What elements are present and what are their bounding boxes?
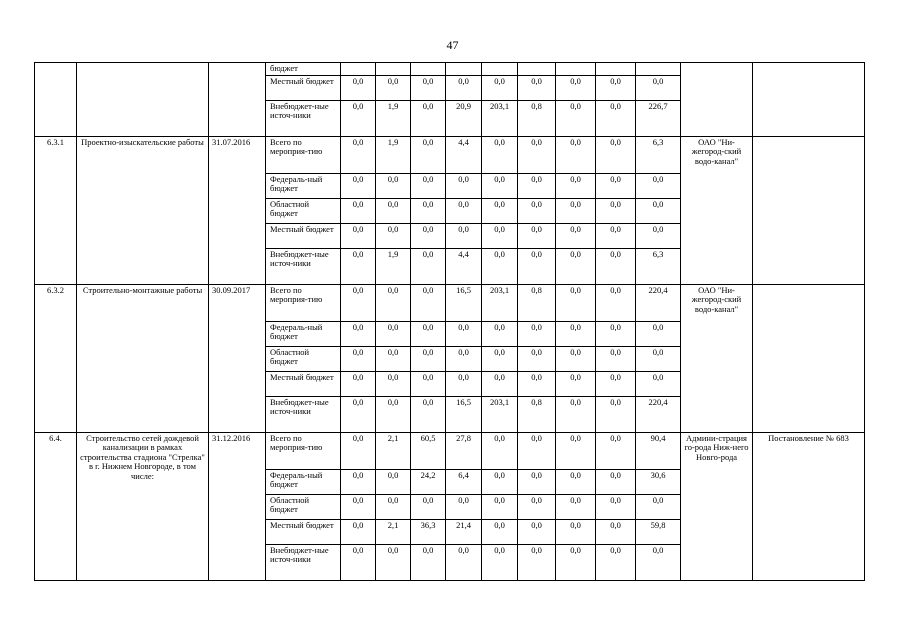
value-cell: 0,0: [446, 223, 482, 248]
value-cell: 0,0: [411, 494, 446, 519]
funding-source-cell: Внебюджет-ные источ-ники: [266, 248, 341, 284]
value-cell: 21,4: [446, 519, 482, 544]
value-cell: 0,0: [341, 396, 376, 432]
value-cell: 36,3: [411, 519, 446, 544]
item-number-cell: 6.3.1: [35, 136, 77, 284]
value-cell: 0,0: [556, 284, 596, 321]
item-name-cell: Строительство сетей дождевой канализации в рамках строительства стадиона "Стрелка" в г. Нижнем Новгороде, в том числе:: [77, 432, 209, 580]
value-cell: 0,0: [341, 100, 376, 136]
item-date-cell: 30.09.2017: [209, 284, 266, 432]
value-cell: 0,0: [556, 396, 596, 432]
value-cell: 0,0: [636, 173, 681, 198]
value-cell: 30,6: [636, 469, 681, 494]
value-cell: [376, 63, 411, 76]
value-cell: 24,2: [411, 469, 446, 494]
funding-source-cell: Федераль-ный бюджет: [266, 469, 341, 494]
value-cell: 0,0: [556, 100, 596, 136]
value-cell: 0,0: [518, 519, 556, 544]
funding-source-cell: Местный бюджет: [266, 223, 341, 248]
value-cell: 0,0: [518, 469, 556, 494]
value-cell: 0,0: [636, 371, 681, 396]
value-cell: [556, 63, 596, 76]
value-cell: 0,0: [446, 494, 482, 519]
funding-source-cell: Местный бюджет: [266, 75, 341, 100]
value-cell: 0,0: [482, 173, 518, 198]
value-cell: 0,0: [556, 519, 596, 544]
value-cell: 0,0: [596, 519, 636, 544]
value-cell: 0,0: [518, 198, 556, 223]
value-cell: 0,0: [341, 321, 376, 346]
value-cell: 20,9: [446, 100, 482, 136]
item-number-cell: 6.4.: [35, 432, 77, 580]
funding-source-cell: Внебюджет-ные источ-ники: [266, 396, 341, 432]
value-cell: 0,0: [411, 136, 446, 173]
value-cell: 203,1: [482, 396, 518, 432]
value-cell: 0,0: [556, 136, 596, 173]
value-cell: 0,0: [556, 321, 596, 346]
value-cell: 0,0: [482, 519, 518, 544]
value-cell: 0,0: [518, 75, 556, 100]
value-cell: 0,0: [596, 371, 636, 396]
value-cell: 6,3: [636, 248, 681, 284]
executor-cell: Админи-страция го-рода Ниж-него Новго-рода: [681, 432, 753, 580]
value-cell: 0,0: [446, 346, 482, 371]
value-cell: 0,0: [556, 494, 596, 519]
value-cell: 0,0: [341, 223, 376, 248]
table-row: [35, 63, 865, 76]
value-cell: 0,0: [636, 75, 681, 100]
item-name-cell: Проектно-изыскательские работы: [77, 136, 209, 284]
value-cell: 0,0: [596, 544, 636, 580]
value-cell: 0,0: [556, 469, 596, 494]
funding-source-cell: Внебюджет-ные источ-ники: [266, 544, 341, 580]
value-cell: [482, 63, 518, 76]
value-cell: 0,0: [446, 544, 482, 580]
value-cell: 0,0: [411, 396, 446, 432]
value-cell: 0,0: [556, 173, 596, 198]
value-cell: 0,0: [518, 494, 556, 519]
value-cell: 0,0: [556, 198, 596, 223]
value-cell: 220,4: [636, 284, 681, 321]
value-cell: 0,0: [376, 544, 411, 580]
value-cell: 2,1: [376, 432, 411, 469]
value-cell: 0,0: [636, 223, 681, 248]
item-date-cell: [209, 63, 266, 137]
funding-source-cell: Местный бюджет: [266, 519, 341, 544]
value-cell: 0,0: [376, 198, 411, 223]
value-cell: 0,0: [376, 173, 411, 198]
funding-source-cell: Местный бюджет: [266, 371, 341, 396]
funding-source-cell: Всего по мероприя-тию: [266, 284, 341, 321]
value-cell: 0,0: [596, 346, 636, 371]
value-cell: 0,0: [376, 284, 411, 321]
value-cell: 0,0: [596, 173, 636, 198]
value-cell: 0,0: [341, 469, 376, 494]
value-cell: 0,0: [482, 198, 518, 223]
value-cell: 0,0: [446, 371, 482, 396]
value-cell: 0,0: [341, 432, 376, 469]
value-cell: 0,0: [596, 223, 636, 248]
value-cell: 0,0: [482, 346, 518, 371]
value-cell: 0,0: [596, 75, 636, 100]
value-cell: 0,0: [556, 223, 596, 248]
value-cell: 0,0: [341, 284, 376, 321]
value-cell: 0,0: [596, 136, 636, 173]
value-cell: 0,0: [636, 321, 681, 346]
value-cell: 27,8: [446, 432, 482, 469]
value-cell: 0,0: [411, 346, 446, 371]
document-cell: [753, 136, 865, 284]
value-cell: [446, 63, 482, 76]
value-cell: 1,9: [376, 100, 411, 136]
value-cell: 0,0: [556, 432, 596, 469]
value-cell: 0,0: [411, 173, 446, 198]
table-row: [35, 284, 865, 321]
funding-source-cell: Областной бюджет: [266, 494, 341, 519]
item-name-cell: Строительно-монтажные работы: [77, 284, 209, 432]
value-cell: 0,0: [482, 432, 518, 469]
funding-source-cell: Федераль-ный бюджет: [266, 173, 341, 198]
value-cell: 0,0: [596, 432, 636, 469]
value-cell: 1,9: [376, 248, 411, 284]
value-cell: 6,3: [636, 136, 681, 173]
value-cell: 0,0: [482, 75, 518, 100]
value-cell: 0,0: [376, 75, 411, 100]
value-cell: 0,0: [341, 346, 376, 371]
funding-source-cell: Областной бюджет: [266, 198, 341, 223]
value-cell: 203,1: [482, 100, 518, 136]
value-cell: 0,0: [636, 494, 681, 519]
value-cell: 0,0: [411, 100, 446, 136]
funding-source-cell: Внебюджет-ные источ-ники: [266, 100, 341, 136]
value-cell: 0,0: [341, 519, 376, 544]
value-cell: 59,8: [636, 519, 681, 544]
executor-cell: [681, 63, 753, 137]
value-cell: 203,1: [482, 284, 518, 321]
value-cell: 0,0: [596, 284, 636, 321]
value-cell: 0,0: [596, 396, 636, 432]
value-cell: 0,8: [518, 284, 556, 321]
table-row: [35, 136, 865, 173]
value-cell: 0,0: [518, 223, 556, 248]
value-cell: 0,0: [376, 371, 411, 396]
value-cell: 4,4: [446, 248, 482, 284]
value-cell: 0,0: [482, 248, 518, 284]
executor-cell: ОАО "Ни-жегород-ский водо-канал": [681, 284, 753, 432]
value-cell: 0,8: [518, 100, 556, 136]
document-cell: [753, 63, 865, 137]
item-number-cell: 6.3.2: [35, 284, 77, 432]
value-cell: 16,5: [446, 396, 482, 432]
value-cell: [411, 63, 446, 76]
value-cell: 0,0: [482, 321, 518, 346]
value-cell: 60,5: [411, 432, 446, 469]
value-cell: 0,0: [376, 346, 411, 371]
value-cell: 0,0: [596, 100, 636, 136]
value-cell: 0,0: [596, 494, 636, 519]
value-cell: 0,0: [411, 544, 446, 580]
value-cell: 0,0: [518, 432, 556, 469]
value-cell: 0,0: [411, 75, 446, 100]
budget-table: [34, 62, 865, 581]
value-cell: 0,0: [556, 544, 596, 580]
value-cell: 0,0: [376, 469, 411, 494]
value-cell: [636, 63, 681, 76]
value-cell: 0,0: [482, 371, 518, 396]
item-date-cell: 31.07.2016: [209, 136, 266, 284]
funding-source-cell: Всего по мероприя-тию: [266, 432, 341, 469]
value-cell: 0,0: [482, 469, 518, 494]
value-cell: 0,0: [411, 198, 446, 223]
value-cell: 0,0: [376, 396, 411, 432]
value-cell: 0,0: [411, 284, 446, 321]
value-cell: 0,0: [518, 346, 556, 371]
value-cell: 0,0: [341, 75, 376, 100]
value-cell: 0,0: [518, 321, 556, 346]
value-cell: 0,0: [446, 198, 482, 223]
value-cell: 0,0: [482, 544, 518, 580]
value-cell: 0,0: [556, 346, 596, 371]
page-number: 47: [446, 38, 459, 52]
value-cell: 0,0: [518, 371, 556, 396]
value-cell: 0,0: [376, 321, 411, 346]
value-cell: 0,0: [596, 469, 636, 494]
value-cell: 0,0: [411, 248, 446, 284]
value-cell: [341, 63, 376, 76]
value-cell: 2,1: [376, 519, 411, 544]
value-cell: 226,7: [636, 100, 681, 136]
value-cell: 0,0: [556, 75, 596, 100]
value-cell: 0,0: [376, 223, 411, 248]
value-cell: 0,0: [518, 173, 556, 198]
value-cell: 220,4: [636, 396, 681, 432]
item-number-cell: [35, 63, 77, 137]
value-cell: 1,9: [376, 136, 411, 173]
value-cell: 0,0: [482, 223, 518, 248]
value-cell: 0,0: [446, 75, 482, 100]
value-cell: [518, 63, 556, 76]
value-cell: 0,0: [482, 136, 518, 173]
document-cell: [753, 284, 865, 432]
value-cell: 0,0: [341, 136, 376, 173]
funding-source-cell: Всего по мероприя-тию: [266, 136, 341, 173]
value-cell: 0,0: [636, 198, 681, 223]
table-row: [35, 432, 865, 469]
value-cell: 0,0: [411, 223, 446, 248]
value-cell: 0,0: [482, 494, 518, 519]
item-name-cell: [77, 63, 209, 137]
value-cell: 0,0: [341, 494, 376, 519]
executor-cell: ОАО "Ни-жегород-ский водо-канал": [681, 136, 753, 284]
value-cell: [596, 63, 636, 76]
funding-source-cell: Федераль-ный бюджет: [266, 321, 341, 346]
value-cell: 0,0: [596, 248, 636, 284]
value-cell: 0,0: [411, 321, 446, 346]
value-cell: 0,0: [341, 173, 376, 198]
value-cell: 6,4: [446, 469, 482, 494]
value-cell: 0,0: [596, 321, 636, 346]
value-cell: 0,0: [376, 494, 411, 519]
funding-source-cell: бюджет: [266, 63, 341, 76]
value-cell: 0,0: [636, 346, 681, 371]
value-cell: 0,0: [518, 544, 556, 580]
value-cell: 0,0: [341, 544, 376, 580]
document-cell: Постановление № 683: [753, 432, 865, 580]
value-cell: 0,0: [341, 198, 376, 223]
value-cell: 0,0: [518, 136, 556, 173]
value-cell: 90,4: [636, 432, 681, 469]
value-cell: 0,0: [556, 371, 596, 396]
value-cell: 0,0: [596, 198, 636, 223]
value-cell: 0,0: [446, 173, 482, 198]
value-cell: 0,0: [556, 248, 596, 284]
value-cell: 0,0: [636, 544, 681, 580]
value-cell: 0,0: [411, 371, 446, 396]
item-date-cell: 31.12.2016: [209, 432, 266, 580]
value-cell: 0,0: [518, 248, 556, 284]
value-cell: 0,0: [446, 321, 482, 346]
funding-source-cell: Областной бюджет: [266, 346, 341, 371]
value-cell: 0,0: [341, 248, 376, 284]
value-cell: 0,0: [341, 371, 376, 396]
value-cell: 0,8: [518, 396, 556, 432]
value-cell: 16,5: [446, 284, 482, 321]
value-cell: 4,4: [446, 136, 482, 173]
